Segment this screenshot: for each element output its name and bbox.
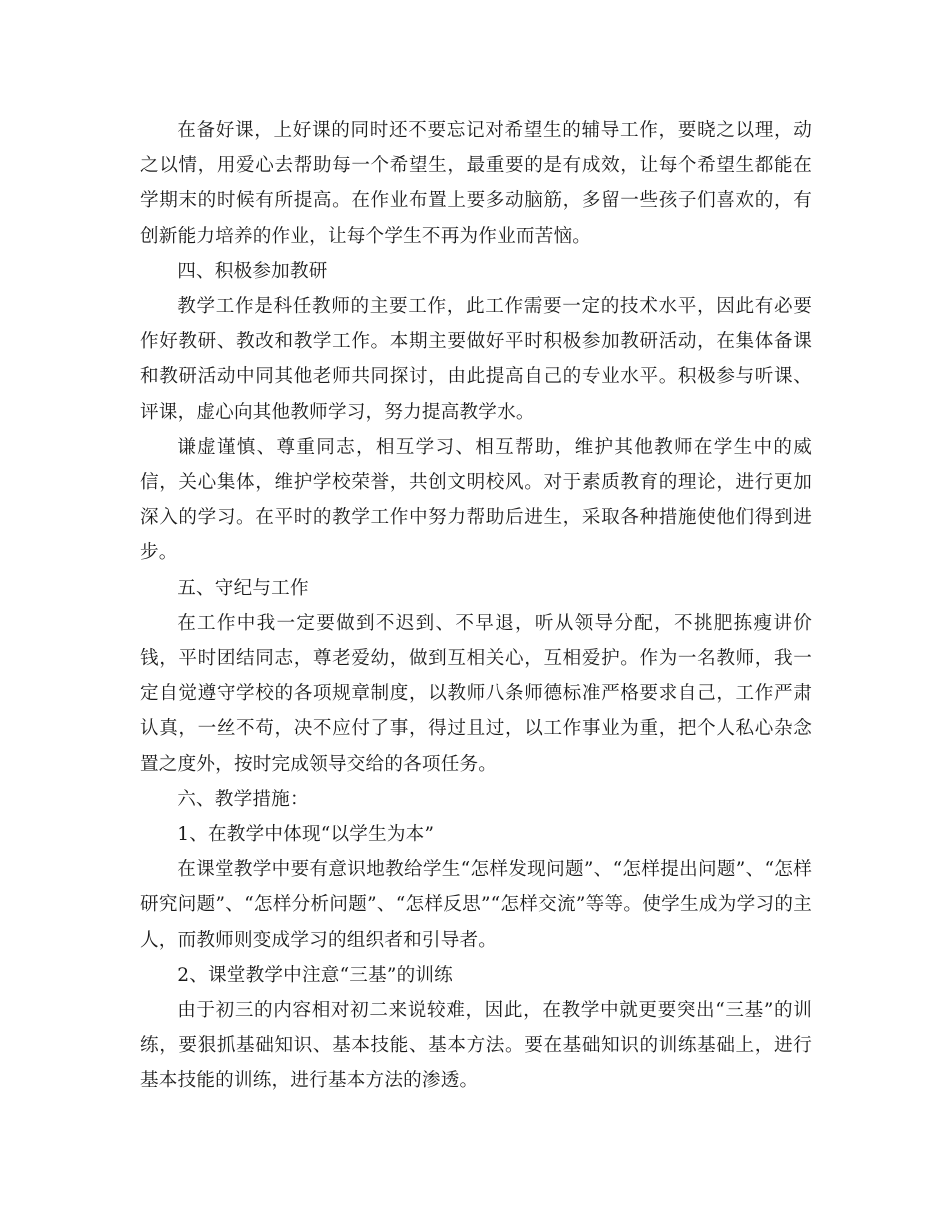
paragraph-modesty: 谦虚谨慎、尊重同志，相互学习、相互帮助，维护其他教师在学生中的威信，关心集体，维护学校荣誉，共创文明校风。对于素质教育的理论，进行更加深入的学习。在平时的教学工作中努力帮助后进生，采取各种措施使他们得到进步。 <box>140 436 812 564</box>
document-body <box>140 113 812 1099</box>
paragraph-tutoring: 在备好课，上好课的同时还不要忘记对希望生的辅导工作，要晓之以理，动之以情，用爱心去帮助每一个希望生，最重要的是有成效，让每个希望生都能在学期末的时候有所提高。在作业布置上要多动脑筋，多留一些孩子们喜欢的，有创新能力培养的作业，让每个学生不再为作业而苦恼。 <box>140 120 812 247</box>
subheading-three-basics: 2、课堂教学中注意“三基”的训练 <box>177 964 453 986</box>
paragraph-three-basics: 由于初三的内容相对初二来说较难，因此，在教学中就更要突出“三基”的训练，要狠抓基础知识、基本技能、基本方法。要在基础知识的训练基础上，进行基本技能的训练，进行基本方法的渗透。 <box>140 1000 812 1092</box>
paragraph-discipline: 在工作中我一定要做到不迟到、不早退，听从领导分配，不挑肥拣瘦讲价钱，平时团结同志，尊老爱幼，做到互相关心，互相爱护。作为一名教师，我一定自觉遵守学校的各项规章制度，以教师八条师德标准严格要求自己，工作严肃认真，一丝不苟，决不应付了事，得过且过，以工作事业为重，把个人私心杂念置之度外，按时完成领导交给的各项任务。 <box>140 612 812 775</box>
section-heading-measures: 六、教学措施： <box>177 788 309 810</box>
section-heading-discipline: 五、守纪与工作 <box>177 577 309 599</box>
section-heading-research: 四、积极参加教研 <box>177 260 328 282</box>
paragraph-research: 教学工作是科任教师的主要工作，此工作需要一定的技术水平，因此有必要作好教研、教改和教学工作。本期主要做好平时积极参加教研活动，在集体备课和教研活动中同其他老师共同探讨，由此提高自己的专业水平。积极参与听课、评课，虚心向其他教师学习，努力提高教学水。 <box>140 296 812 423</box>
paragraph-student-centered: 在课堂教学中要有意识地教给学生“怎样发现问题”、“怎样提出问题”、“怎样研究问题”、“怎样分析问题”、“怎样反思”“怎样交流”等等。使学生成为学习的主人，而教师则变成学习的组织者和引导者。 <box>140 859 812 951</box>
subheading-student-centered: 1、在教学中体现“以学生为本” <box>177 824 435 846</box>
